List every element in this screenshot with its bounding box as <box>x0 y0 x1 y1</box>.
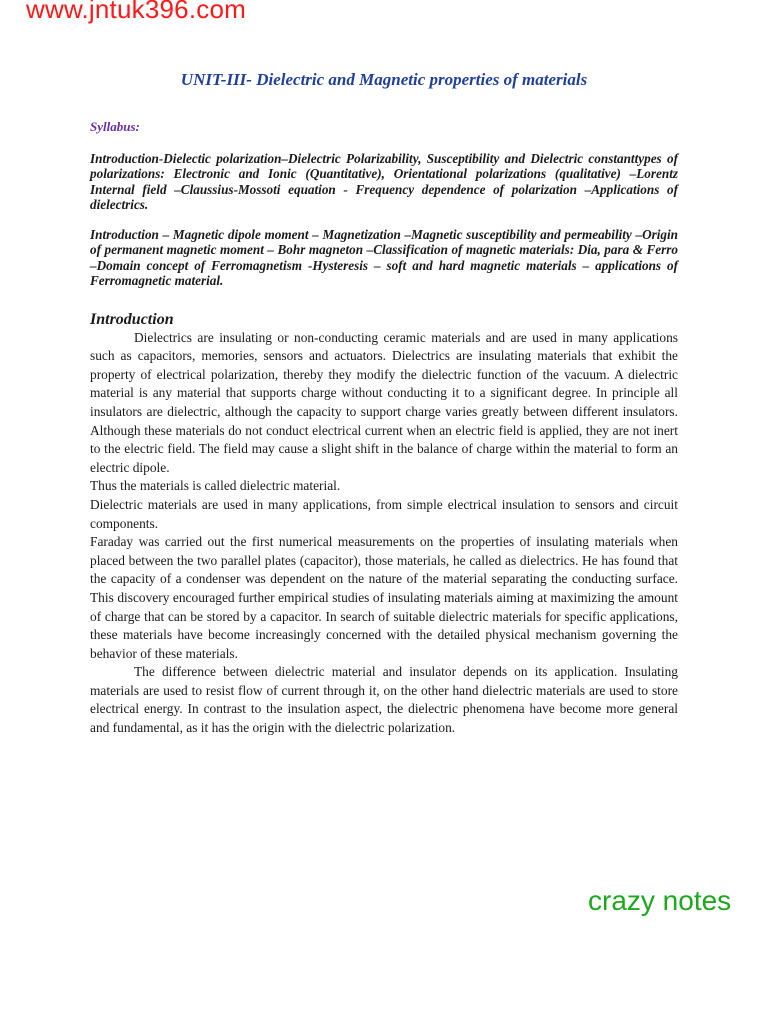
site-watermark: www.jntuk396.com <box>26 0 246 24</box>
syllabus-magnetic: Introduction – Magnetic dipole moment – Magnetization –Magnetic susceptibility and permeability –Origin of permanent magnetic moment – Bohr magneton –Classification of magnetic materials: Dia, para & Ferro –Domain concept of Ferromagnetism -Hysteresis – soft and hard magnetic materials – applications of Ferromagnetic material. <box>90 226 678 289</box>
document-body <box>90 118 678 738</box>
intro-paragraph-3: Dielectric materials are used in many applications, from simple electrical insulation to sensors and circuit components. <box>90 496 678 531</box>
syllabus-label: Syllabus: <box>90 119 140 134</box>
introduction-heading: Introduction <box>90 310 174 328</box>
notes-watermark: crazy notes <box>588 885 732 916</box>
intro-paragraph-1: Dielectrics are insulating or non-conducting ceramic materials and are used in many applications such as capacitors, memories, sensors and actuators. Dielectrics are insulating materials that exhibit the property of electrical polarization, thereby they modify the dielectric function of the vacuum. A dielectric material is any material that supports charge without conducting it to a significant degree. In principle all insulators are dielectric, although the capacity to support charge varies greatly between different insulators. Although these materials do not conduct electrical current when an electric field is applied, they are not inert to the electric field. The field may cause a slight shift in the balance of charge within the material to form an electric dipole. <box>90 329 678 475</box>
page-title: UNIT-III- Dielectric and Magnetic properties of materials <box>180 70 588 89</box>
intro-paragraph-4: Faraday was carried out the first numerical measurements on the properties of insulating materials when placed between the two parallel plates (capacitor), those materials, he called as dielectrics. He has found that the capacity of a condenser was dependent on the nature of the material separating the conducting surface. This discovery encouraged further empirical studies of insulating materials aiming at maximizing the amount of charge that can be stored by a capacitor. In search of suitable dielectric materials for specific applications, these materials have become increasingly concerned with the detailed physical mechanism governing the behavior of these materials. <box>90 534 678 661</box>
intro-paragraph-5: The difference between dielectric material and insulator depends on its application. Insulating materials are used to resist flow of current through it, on the other hand dielectric materials are used to store electrical energy. In contrast to the insulation aspect, the dielectric phenomena have become more general and fundamental, as it has the origin with the dielectric polarization. <box>90 664 678 736</box>
intro-paragraph-2: Thus the materials is called dielectric material. <box>90 478 341 494</box>
syllabus-dielectric: Introduction-Dielectic polarization–Dielectric Polarizability, Susceptibility and Dielectric constanttypes of polarizations: Electronic and Ionic (Quantitative), Orientational polarizations (qualitative) –Lorentz Internal field –Claussius-Mossoti equation - Frequency dependence of polarization –Applications of dielectrics. <box>90 150 678 213</box>
